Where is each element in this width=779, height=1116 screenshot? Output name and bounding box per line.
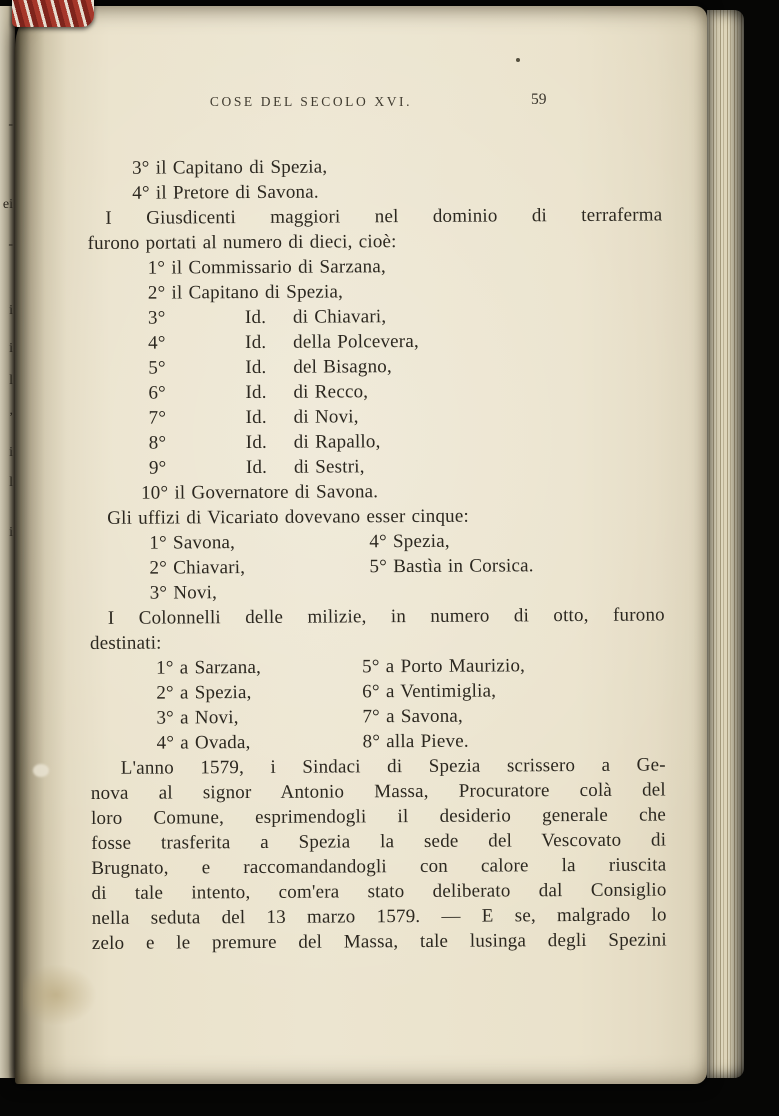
text-line: di tale intento, com'era stato deliberato dal Consiglio [91,879,667,904]
list-item: 10° il Governatore di Savona. [140,481,379,504]
text-line: destinati: [89,632,162,654]
two-column-row [90,577,665,606]
column-right-item: 5° Bastìa in Corsica. [369,555,534,578]
text-line: furono portati al numero di dieci, cioè: [87,231,397,254]
list-item [89,402,664,431]
text-line: 4° il Pretore di Savona. [132,181,319,204]
list-item-number: 3° [147,307,166,329]
list-item [88,327,663,356]
list-item-number: 8° [148,432,167,454]
column-left-item: 4° a Ovada, [156,732,251,754]
page-number: 59 [531,91,547,108]
list-item [89,427,664,456]
two-column-row [90,702,665,731]
text-line: Gli uffizi di Vicariato dovevano esser cinque: [107,505,470,529]
list-item-number: 9° [148,457,167,479]
column-right-item: 7° a Savona, [362,705,464,728]
text-line: Brugnato, e raccomandandogli con calore la riuscita [91,854,667,879]
list-item [88,377,663,406]
column-left-item: 1° Savona, [149,532,236,554]
column-right-item: 5° a Porto Maurizio, [362,655,526,678]
list-item-number: 6° [148,382,167,404]
adjacent-page-text-fragment: , [9,403,13,418]
column-right-item: 8° alla Pieve. [362,730,469,753]
ink-speck [516,58,520,62]
text-line: zelo e le premure del Massa, tale lusinga degli Spezini [91,929,667,954]
page-text [87,152,667,955]
two-column-row [89,552,664,581]
adjacent-page-text-fragment: i [9,525,13,540]
adjacent-page-text-fragment: i [9,445,13,460]
text-line: loro Comune, esprimendogli il desiderio generale che [90,804,667,829]
list-item-place: di Recco, [293,381,369,403]
book-headband [12,0,94,27]
two-column-row [90,652,665,681]
list-item: 2° il Capitano di Spezia, [147,281,344,304]
list-item-id: Id. [245,331,267,354]
column-left-item: 3° a Novi, [156,707,239,729]
list-item-id: Id. [245,431,268,454]
adjacent-page-edge [0,6,15,1078]
list-item [88,302,663,331]
column-right-item: 4° Spezia, [369,530,450,553]
text-line: 3° il Capitano di Spezia, [132,156,328,179]
text-line: I Giusdicenti maggiori nel dominio di terraferma [105,204,663,229]
adjacent-page-text-fragment: i [9,341,13,356]
running-title: COSE DEL SECOLO XVI. [209,94,413,109]
column-left-item: 2° Chiavari, [149,557,246,579]
list-item-id: Id. [245,381,267,404]
text-line: I Colonnelli delle milizie, in numero di otto, furono [107,604,665,629]
list-item-id: Id. [245,356,267,379]
adjacent-page-text-fragment: ei [2,197,13,212]
list-item-id: Id. [245,456,268,479]
adjacent-page-text-fragment: - [8,117,13,132]
text-line: fosse trasferita a Spezia la sede del Vescovato di [91,829,667,854]
list-item: 1° il Commissario di Sarzana, [147,256,386,279]
paper-chip [33,764,49,777]
text-line: nova al signor Antonio Massa, Procuratore colà del [90,779,666,804]
list-item-id: Id. [245,406,267,429]
book-page [15,6,707,1084]
list-item-place: di Rapallo, [293,431,381,453]
list-item [89,452,664,481]
list-item-place: del Bisagno, [293,356,392,378]
list-item-place: di Sestri, [293,456,365,478]
column-left-item: 3° Novi, [149,582,218,604]
adjacent-page-text-fragment: l [9,475,13,490]
column-left-item: 2° a Spezia, [156,682,252,704]
list-item-number: 7° [148,407,167,429]
list-item-number: 5° [148,357,166,379]
column-left-item: 1° a Sarzana, [156,656,262,679]
column-right-item: 6° a Ventimiglia, [362,680,497,703]
adjacent-page-text-fragment: i [9,303,13,318]
list-item-place: di Chiavari, [292,306,387,328]
list-item-id: Id. [244,306,267,329]
adjacent-page-text-fragment: l [9,373,13,388]
text-line: L'anno 1579, i Sindaci di Spezia scrissero a Ge- [120,754,666,779]
two-column-row [89,527,664,556]
two-column-row [90,677,665,706]
paper-stain [23,964,97,1026]
list-item-number: 4° [148,332,166,354]
list-item [88,352,663,381]
list-item-place: di Novi, [293,406,359,428]
adjacent-page-text-fragment: - [8,237,13,252]
page-stack-edge [707,10,744,1078]
two-column-row [91,727,666,756]
list-item-place: della Polcevera, [293,330,419,353]
text-line: nella seduta del 13 marzo 1579. — E se, malgrado lo [91,904,667,929]
